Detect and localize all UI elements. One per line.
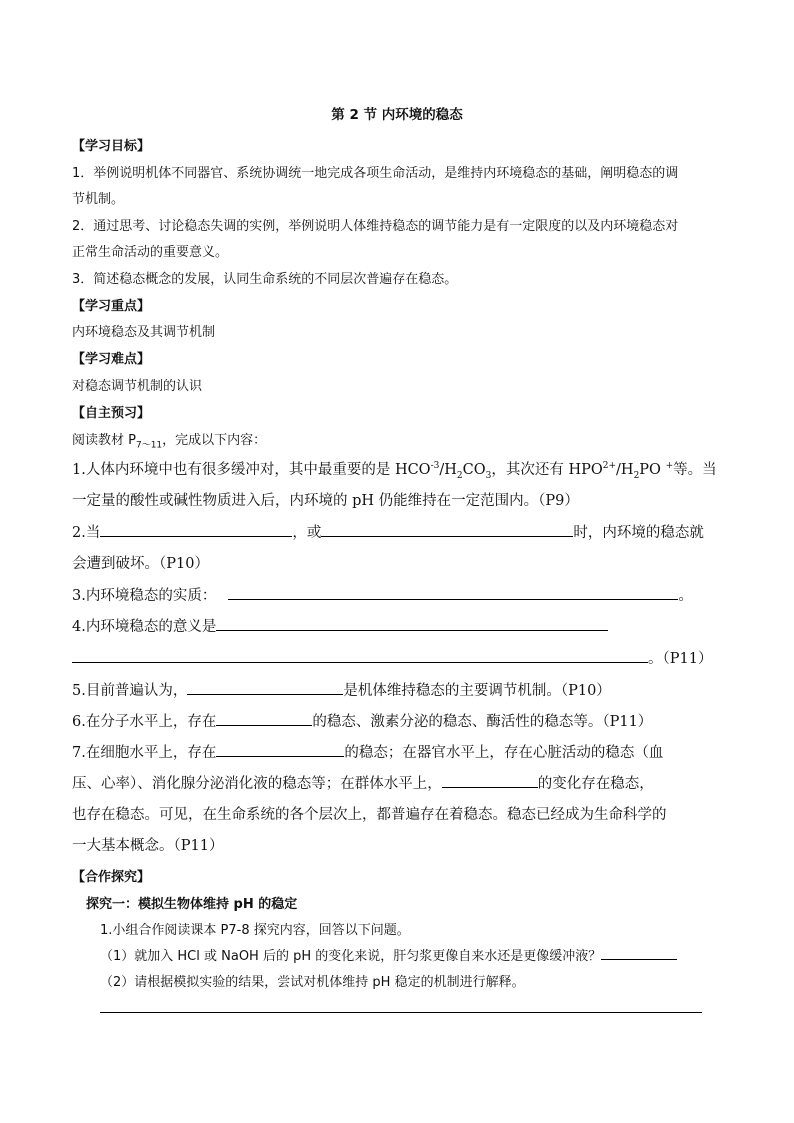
question-7-line-1 [72,741,663,762]
q1-sub-2: 3 [485,470,492,481]
q1-sup-1: -3 [430,461,440,472]
q2-blank-2[interactable] [321,522,573,537]
q1-text-a: 1.人体内环境中也有很多缓冲对，其中最重要的是 HCO [72,462,431,478]
question-7-line-4: 一大基本概念。（P11） [72,838,224,854]
preview-header: 【自主预习】 [72,406,151,421]
question-4-line-1 [72,615,608,636]
q2-text-c: 时，内环境的稳态就 [573,525,704,541]
key-header: 【学习重点】 [72,299,151,314]
q2-text-a: 2.当 [72,525,101,541]
q6-text-b: 的稳态、激素分泌的稳态、酶活性的稳态等。（P11） [312,714,653,730]
q1-sup-3: + [665,461,674,472]
question-5 [72,679,611,700]
q1-sup-2: 2+ [602,461,617,472]
q1-sub-1: 2 [456,470,463,481]
question-1-line-2: 一定量的酸性或碱性物质进入后，内环境的 pH 仍能维持在一定范围内。（P9） [72,493,579,509]
question-6 [72,710,652,731]
page-title: 第 2 节 内环境的稳态 [331,107,463,123]
coop-sub1-text: （1）就加入 HCl 或 NaOH 后的 pH 的变化来说，肝匀浆更像自来水还是更像缓冲液？ [100,949,602,964]
coop-task-1: 1.小组合作阅读课本 P7-8 探究内容，回答以下问题。 [100,923,410,938]
q3-blank[interactable] [228,585,678,600]
question-2-line-1 [72,521,704,542]
coop-subquestion-1 [100,945,677,964]
goal-2-line-1: 2．通过思考、讨论稳态失调的实例，举例说明人体维持稳态的调节能力是有一定限度的以及内环境稳态对 [72,219,679,234]
coop-header: 【合作探究】 [72,870,151,885]
question-7-line-3: 也存在稳态。可见，在生命系统的各个层次上，都普遍存在着稳态。稳态已经成为生命科学的 [72,807,667,823]
q7-text-a: 7.在细胞水平上，存在 [72,745,217,761]
question-1-line-1 [72,458,717,479]
explore-1-heading: 探究一：模拟生物体维持 pH 的稳定 [86,897,298,912]
q4-blank-2[interactable] [72,648,648,663]
q3-end: 。 [678,588,693,604]
goal-3: 3．简述稳态概念的发展，认同生命系统的不同层次普遍存在稳态。 [72,272,458,287]
q1-text-d: ，其次还有 HPO [491,462,603,478]
q7-line2-text-a: 压、心率）、消化腺分泌消化液的稳态等；在群体水平上， [72,776,442,792]
q7-blank-2[interactable] [442,773,538,788]
difficulty-header: 【学习难点】 [72,352,151,367]
q4-end: 。（P11） [648,651,713,667]
intro-text-b: ，完成以下内容： [162,433,267,448]
q6-text-a: 6.在分子水平上，存在 [72,714,217,730]
preview-intro [72,429,267,451]
goal-1-line-1: 1．举例说明机体不同器官、系统协调统一地完成各项生命活动，是维持内环境稳态的基础，阐明稳态的调 [72,166,679,181]
question-3 [72,584,693,605]
q6-blank[interactable] [216,711,312,726]
q1-text-f: PO [639,462,666,478]
q1-text-g: 等。当 [673,462,717,478]
question-7-line-2 [72,772,654,793]
q4-blank-1[interactable] [216,616,608,631]
intro-page-range: 7～11 [135,440,163,451]
q2-blank-1[interactable] [100,522,292,537]
answer-line[interactable] [100,1012,702,1013]
q7-line2-text-b: 的变化存在稳态， [537,776,654,792]
q7-blank-1[interactable] [216,742,344,757]
q5-text-a: 5.目前普遍认为， [72,683,188,699]
q2-text-b: ，或 [292,525,322,541]
q3-text: 3.内环境稳态的实质： [72,588,217,604]
key-point: 内环境稳态及其调节机制 [72,325,216,340]
question-2-line-2: 会遭到破坏。（P10） [72,556,209,572]
goal-2-line-2: 正常生命活动的重要意义。 [72,245,229,260]
goal-1-line-2: 节机制。 [72,192,125,207]
q5-text-b: 是机体维持稳态的主要调节机制。（P10） [343,683,611,699]
coop-subquestion-2: （2）请根据模拟实验的结果，尝试对机体维持 pH 稳定的机制进行解释。 [100,975,525,990]
q1-text-b: /H [439,462,457,478]
q4-text: 4.内环境稳态的意义是 [72,619,217,635]
question-4-line-2 [72,647,712,668]
difficulty-text: 对稳态调节机制的认识 [72,379,203,394]
q5-blank[interactable] [187,680,343,695]
q1-text-e: /H [616,462,634,478]
intro-text-a: 阅读教材 P [72,433,136,448]
q1-text-c: CO [462,462,486,478]
coop-sub1-blank[interactable] [601,947,677,960]
q1-sub-3: 2 [633,470,640,481]
goals-header: 【学习目标】 [72,139,151,154]
q7-text-b: 的稳态；在器官水平上，存在心脏活动的稳态（血 [344,745,664,761]
